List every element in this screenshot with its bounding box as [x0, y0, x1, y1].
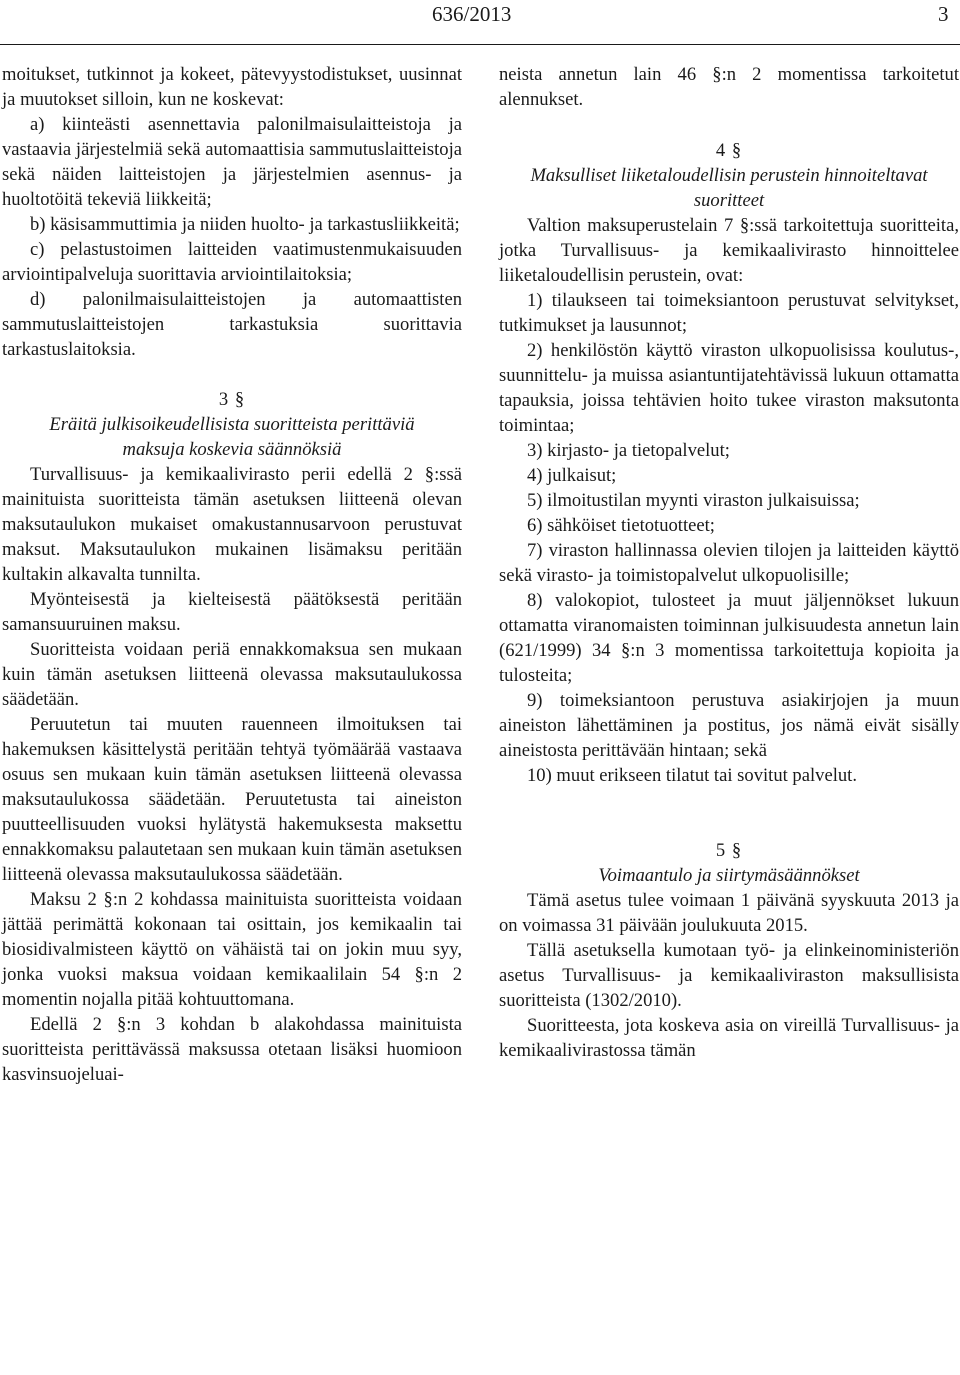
list-item-b: b) käsisammuttimia ja niiden huolto- ja tarkastusliikkeitä;	[30, 214, 460, 235]
section-5-heading: 5 §	[715, 840, 743, 861]
list-item-6: 6) sähköiset tietotuotteet;	[527, 515, 715, 536]
list-item-8: 8) valokopiot, tulosteet ja muut jäljennökset lukuun ottamatta viranomaisten toiminnan julkisuudesta annetun lain (621/1999) 34 §:n 3 momentissa tarkoitettuja kopioita ja tulosteita;	[499, 590, 959, 686]
header-rule	[0, 44, 960, 45]
list-item-5: 5) ilmoitustilan myynti viraston julkaisuissa;	[527, 490, 860, 511]
section-4-title: Maksulliset liiketaloudellisin perustein hinnoiteltavat suoritteet	[530, 165, 928, 211]
section-3-paragraph: Turvallisuus- ja kemikaalivirasto perii edellä 2 §:ssä mainituista suoritteista tämän asetuksen liitteenä olevan maksutaulukon mukaiset omakustannusarvoon perustuvat maksut. Maksutaulukon mukainen lisämaksu peritään kultakin alkavalta tunnilta.	[2, 464, 462, 585]
section-3-paragraph: Edellä 2 §:n 3 kohdan b alakohdassa mainituista suoritteista perittävässä maksussa otetaan lisäksi huomioon kasvinsuojeluai-	[2, 1014, 462, 1085]
list-item-9: 9) toimeksiantoon perustuva asiakirjojen ja muun aineiston lähettäminen ja postitus, jos nämä eivät sisälly aineistosta perittävään hintaan; sekä	[499, 690, 959, 761]
gazette-number: 636/2013	[432, 2, 512, 26]
section-3-title: Eräitä julkisoikeudellisista suoritteista perittäviä maksuja koskevia säännöksiä	[49, 414, 415, 460]
continued-paragraph: moitukset, tutkinnot ja kokeet, pätevyystodistukset, uusinnat ja muutokset silloin, kun ne koskevat:	[2, 64, 462, 110]
section-3-paragraph: Myönteisestä ja kielteisestä päätöksestä peritään samansuuruinen maksu.	[2, 589, 462, 635]
list-item-4: 4) julkaisut;	[527, 465, 617, 486]
section-3-heading: 3 §	[218, 389, 246, 410]
section-5-paragraph: Suoritteesta, jota koskeva asia on vireillä Turvallisuus- ja kemikaalivirastossa tämän	[499, 1015, 959, 1061]
section-4-heading: 4 §	[715, 140, 743, 161]
continued-paragraph: neista annetun lain 46 §:n 2 momentissa tarkoitetut alennukset.	[499, 64, 959, 110]
right-column	[499, 62, 959, 1063]
list-item-7: 7) viraston hallinnassa olevien tilojen ja laitteiden käyttö sekä virasto- ja toimistopalvelut ulkopuolisille;	[499, 540, 959, 586]
list-item-d: d) palonilmaisulaitteistojen ja automaattisten sammutuslaitteistojen tarkastuksia suorittavia tarkastuslaitoksia.	[2, 289, 462, 360]
section-3-paragraph: Maksu 2 §:n 2 kohdassa mainituista suoritteista voidaan jättää perimättä kokonaan tai osittain, jos kemikaalin tai biosidivalmisteen käyttö on vähäistä tai on jokin muu syy, jonka vuoksi maksua voidaan kemikaalilain 54 §:n 2 momentin nojalla pitää kohtuuttomana.	[2, 889, 462, 1010]
list-item-3: 3) kirjasto- ja tietopalvelut;	[527, 440, 730, 461]
list-item-2: 2) henkilöstön käyttö viraston ulkopuolisissa koulutus-, suunnittelu- ja muissa asiantuntijatehtävissä lukuun ottamatta tapauksia, joissa tehtävien hoito tukee viraston maksutonta toimintaa;	[499, 340, 959, 436]
left-column	[2, 62, 462, 1087]
section-3-paragraph: Peruutetun tai muuten rauenneen ilmoituksen tai hakemuksen käsittelystä peritään tehtyä työmäärää vastaava osuus sen mukaan kuin tämän asetuksen liitteenä olevassa maksutaulukossa säädetään. Peruutetusta tai aineiston puutteellisuuden vuoksi hylätystä hakemuksesta maksettu ennakkomaksu palautetaan sen mukaan kuin tämän asetuksen liitteenä olevassa maksutaulukossa säädetään.	[2, 714, 462, 885]
list-item-a: a) kiinteästi asennettavia palonilmaisulaitteistoja ja vastaavia järjestelmiä sekä automaattisia sammutuslaitteistoja sekä näiden laitteistojen ja järjestelmien asennus- ja huoltotöitä tekeviä liikkeitä;	[2, 114, 462, 210]
section-5-paragraph: Tämä asetus tulee voimaan 1 päivänä syyskuuta 2013 ja on voimassa 31 päivään joulukuuta 2015.	[499, 890, 959, 936]
section-5-paragraph: Tällä asetuksella kumotaan työ- ja elinkeinoministeriön asetus Turvallisuus- ja kemikaaliviraston maksullisista suoritteista (1302/2010).	[499, 940, 959, 1011]
section-5-title: Voimaantulo ja siirtymäsäännökset	[598, 865, 860, 886]
section-4-paragraph: Valtion maksuperustelain 7 §:ssä tarkoitettuja suoritteita, jotka Turvallisuus- ja kemikaalivirasto hinnoittelee liiketaloudellisin perustein, ovat:	[499, 215, 959, 286]
section-3-paragraph: Suoritteista voidaan periä ennakkomaksua sen mukaan kuin tämän asetuksen liitteenä olevassa maksutaulukossa säädetään.	[2, 639, 462, 710]
list-item-10: 10) muut erikseen tilatut tai sovitut palvelut.	[527, 765, 857, 786]
page-number: 3	[938, 2, 949, 26]
list-item-c: c) pelastustoimen laitteiden vaatimustenmukaisuuden arviointipalveluja suorittavia arviointilaitoksia;	[2, 239, 462, 285]
list-item-1: 1) tilaukseen tai toimeksiantoon perustuvat selvitykset, tutkimukset ja lausunnot;	[499, 290, 959, 336]
